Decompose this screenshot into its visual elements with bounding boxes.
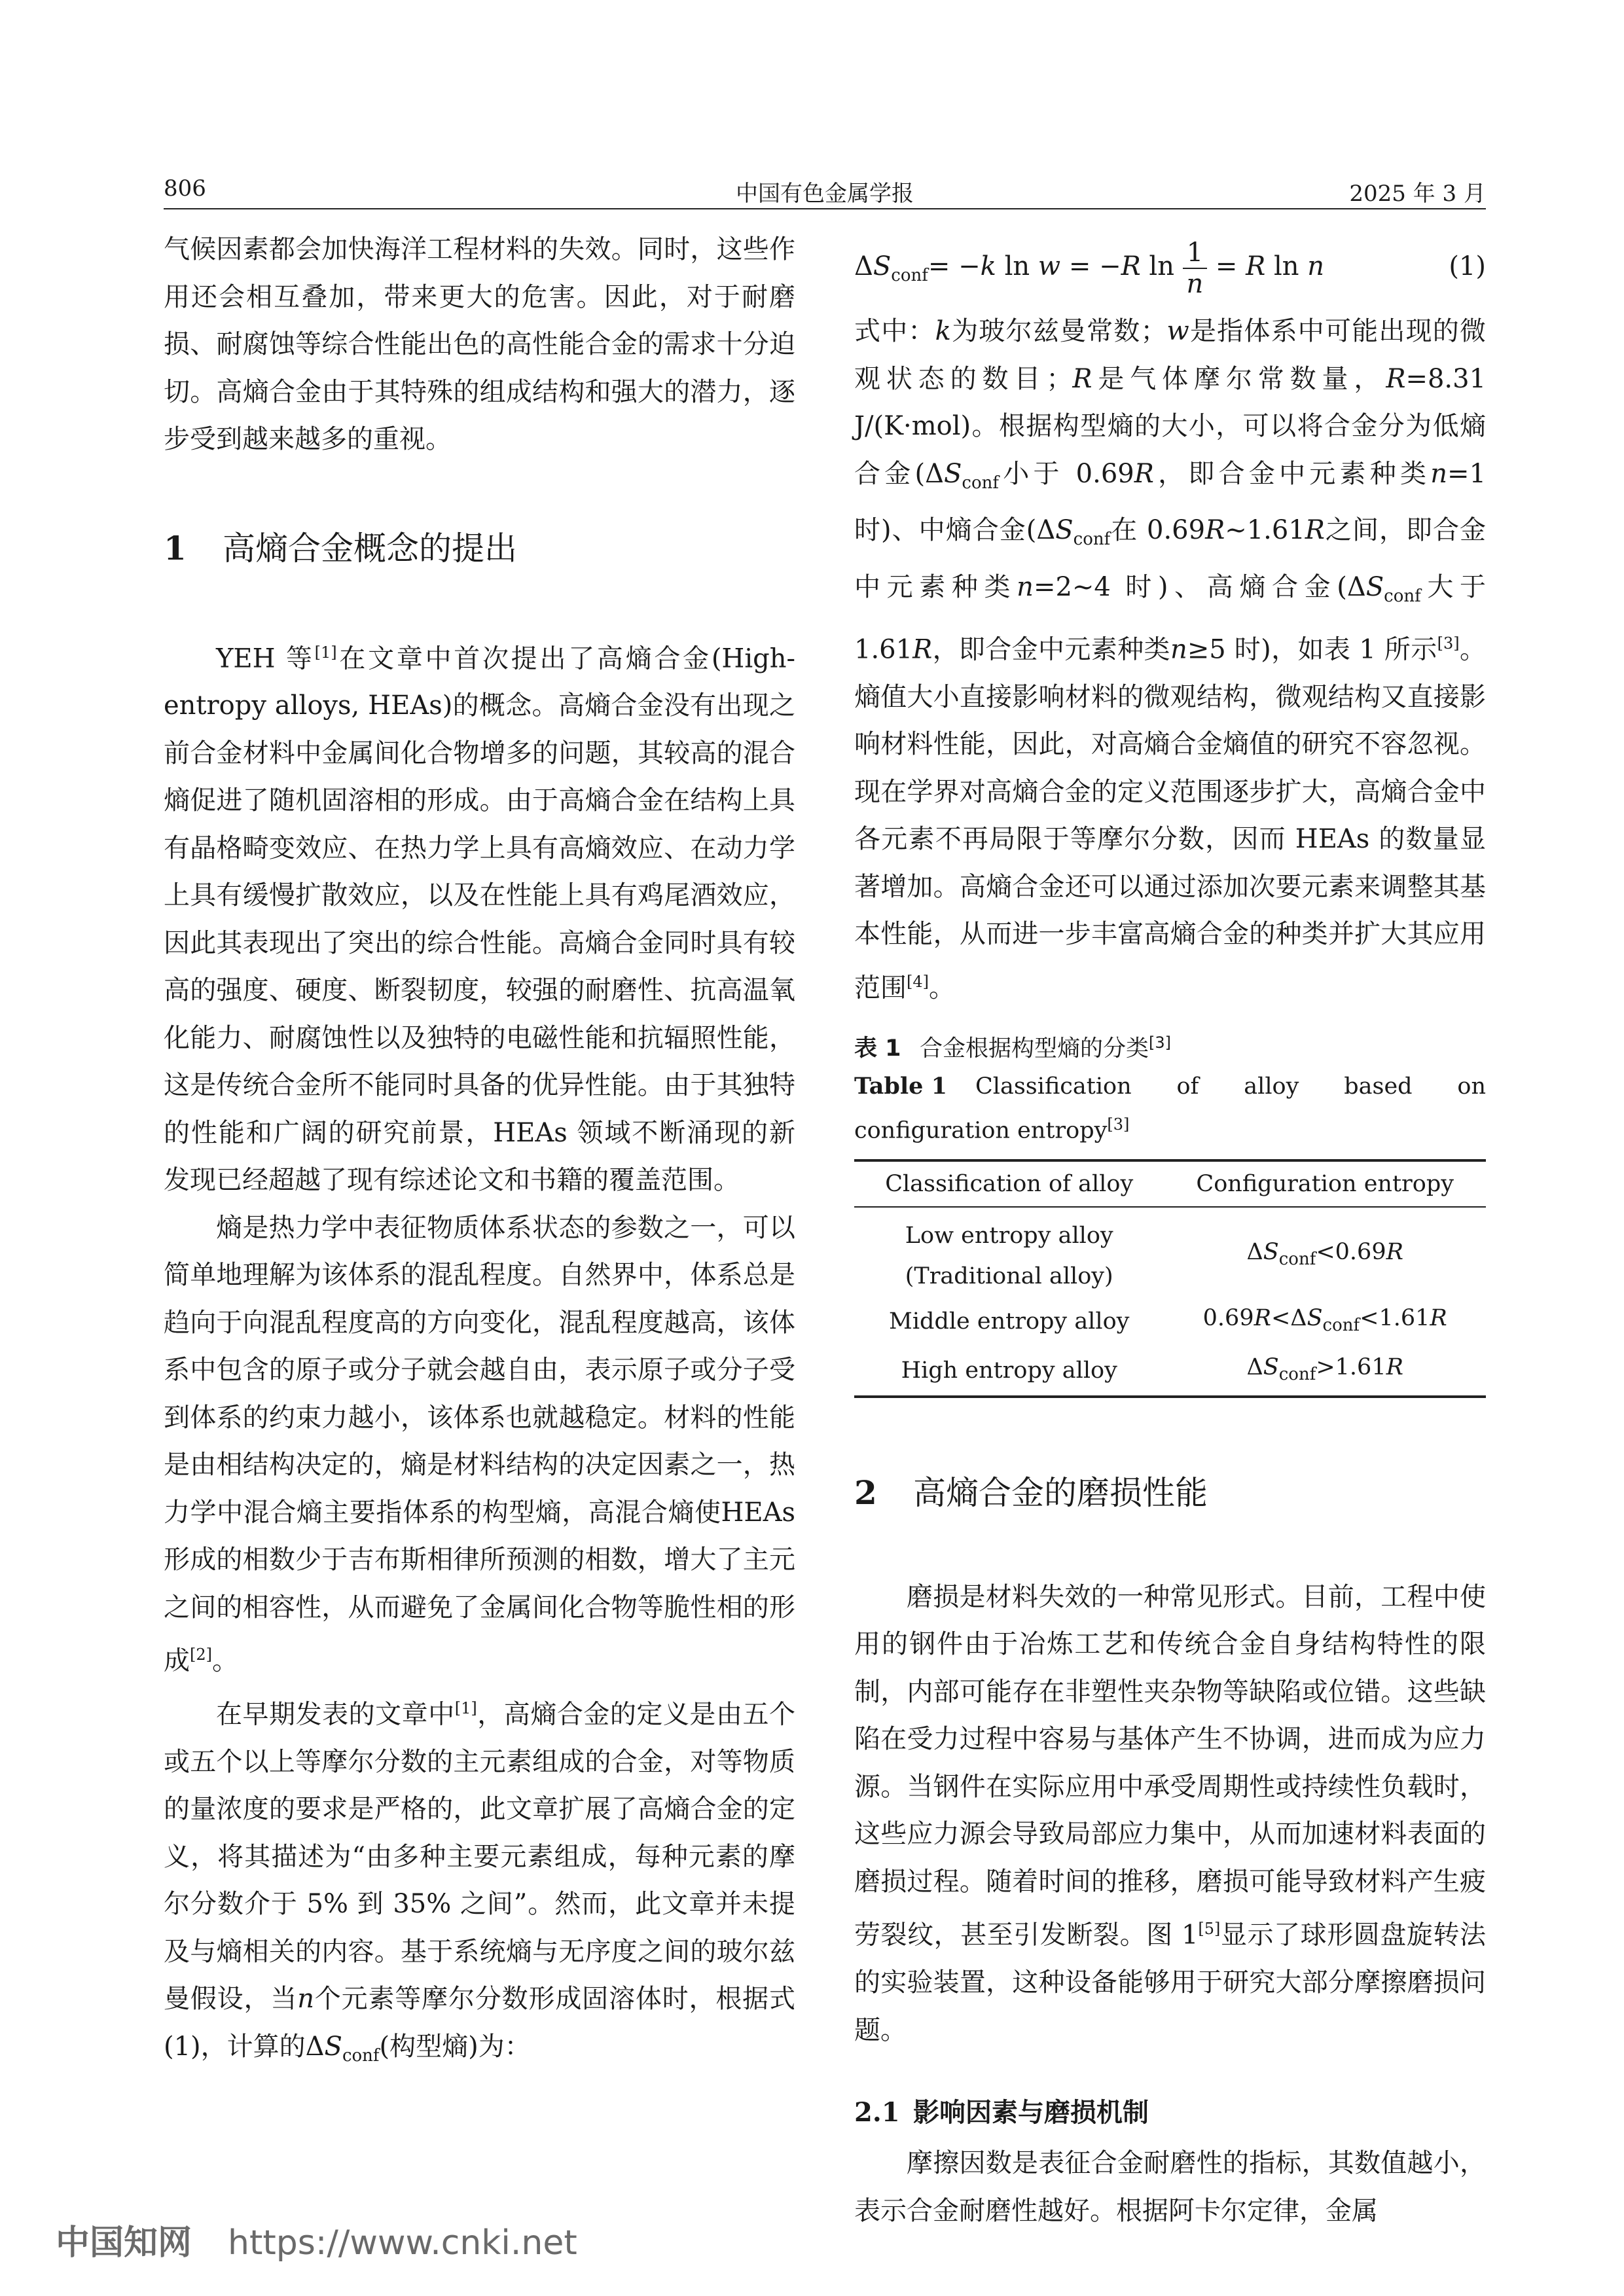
paragraph-heas-concept: YEH 等[1]在文章中首次提出了高熵合金(High-entropy alloys, HEAs)的概念。高熵合金没有出现之前合金材料中金属间化合物增多的问题，其较高的混合熵促进了随机固溶相的形成。由于高熵合金在结构上具有晶格畸变效应、在热力学上具有高熵效应、在动力学上具有缓慢扩散效应，以及在性能上具有鸡尾酒效应，因此其表现出了突出的综合性能。高熵合金同时具有较高的强度、硬度、断裂韧度，较强的耐磨性、抗高温氧化能力、耐腐蚀性以及独特的电磁性能和抗辐照性能，这是传统合金所不能同时具备的优异性能。由于其独特的性能和广阔的研究前景，HEAs 领域不断涌现的新发现已经超越了现有综述论文和书籍的覆盖范围。 [164, 643, 795, 1196]
table-caption-zh: 表 1 合金根据构型熵的分类[3] [854, 1024, 1486, 1068]
citation-ref[interactable]: [4] [907, 972, 929, 991]
citation-ref[interactable]: [5] [1198, 1920, 1221, 1939]
table-cell: Low entropy alloy (Traditional alloy) [905, 1222, 1113, 1289]
table-cell: $\Delta S_{conf}>1.61R$ [1246, 1354, 1403, 1384]
table-label: 表 1 [854, 1035, 901, 1062]
citation-ref[interactable]: [3] [1149, 1033, 1172, 1052]
section-number: 2 [854, 1473, 877, 1512]
citation-ref[interactable]: [1] [454, 1699, 477, 1718]
watermark-footer [56, 2215, 577, 2264]
table-header-row [854, 1160, 1486, 1207]
column-header: Classification of alloy [885, 1170, 1134, 1197]
citation-ref[interactable]: [2] [190, 1645, 212, 1664]
left-column [164, 226, 795, 2079]
paragraph-wear: 磨损是材料失效的一种常见形式。目前，工程中使用的钢件由于冶炼工艺和传统合金自身结构特性的限制，内部可能存在非塑性夹杂物等缺陷或位错。这些缺陷在受力过程中容易与基体产生不协调，进而成为应力源。当钢件在实际应用中承受周期性或持续性负载时，这些应力源会导致局部应力集中，从而加速材料表面的磨损过程。随着时间的推移，磨损可能导致材料产生疲劳裂纹，甚至引发断裂。图 1[5]显示了球形圆盘旋转法的实验装置，这种设备能够用于研究大部分摩擦磨损问题。 [854, 1581, 1486, 2045]
table-row [854, 1297, 1486, 1346]
intro-paragraph: 气候因素都会加快海洋工程材料的失效。同时，这些作用还会相互叠加，带来更大的危害。因此，对于耐磨损、耐腐蚀等综合性能出色的高性能合金的需求十分迫切。高熵合金由于其特殊的组成结构和强大的潜力，逐步受到越来越多的重视。 [164, 234, 795, 454]
table-row [854, 1346, 1486, 1397]
running-header [164, 171, 1486, 209]
paragraph-equation-description: 式中：k为玻尔兹曼常数；w是指体系中可能出现的微观状态的数目；R是气体摩尔常数量，R=8.31 J/(K·mol)。根据构型熵的大小，可以将合金分为低熵合金($\Delta S_{conf}$小于 0.69R，即合金中元素种类n=1 时)、中熵合金($\Delta S_{conf}$在 0.69R~1.61R之间，即合金中元素种类n=2~4 时)、高熵合金($\Delta S_{conf}$大于 1.61R，即合金中元素种类n≥5 时)，如表 1 所示[3]。熵值大小直接影响材料的微观结构，微观结构又直接影响材料性能，因此，对高熵合金熵值的研究不容忽视。现在学界对高熵合金的定义范围逐步扩大，高熵合金中各元素不再局限于等摩尔分数，因而 HEAs 的数量显著增加。高熵合金还可以通过添加次要元素来调整其基本性能，从而进一步丰富高熵合金的种类并扩大其应用范围[4]。 [854, 316, 1487, 1003]
paragraph-definition: 在早期发表的文章中[1]，高熵合金的定义是由五个或五个以上等摩尔分数的主元素组成的合金，对等物质的量浓度的要求是严格的，此文章扩展了高熵合金的定义，将其描述为“由多种主要元素组成，每种元素的摩尔分数介于 5% 到 35% 之间”。然而，此文章并未提及与熵相关的内容。基于系统熵与无序度之间的玻尔兹曼假设，当n个元素等摩尔分数形成固溶体时，根据式(1)，计算的$\Delta S_{conf}$(构型熵)为： [164, 1699, 796, 2066]
issue-date: 2025 年 3 月 [1349, 181, 1486, 207]
table-cell: $0.69R<\Delta S_{conf}<1.61R$ [1202, 1304, 1447, 1335]
right-column [854, 226, 1486, 2234]
cnki-url[interactable]: https://www.cnki.net [228, 2223, 577, 2263]
paragraph-friction: 摩擦因数是表征合金耐磨性的指标，其数值越小，表示合金耐磨性越好。根据阿卡尔定律，金属 [854, 2148, 1486, 2226]
subsection-title: 影响因素与磨损机制 [913, 2098, 1149, 2128]
section-2-heading [854, 1470, 1486, 1516]
equation-number: (1) [1449, 251, 1486, 281]
table-cell: Middle entropy alloy [889, 1308, 1130, 1335]
table-cell: $\Delta S_{conf}<0.69R$ [1246, 1239, 1403, 1270]
table-label: Table 1 [854, 1073, 947, 1100]
page-number: 806 [164, 175, 206, 202]
table-caption-en: Table 1 Classification of alloy based on configuration entropy[3] [854, 1067, 1486, 1150]
cnki-logo: 中国知网 [56, 2223, 192, 2263]
citation-ref[interactable]: [1] [314, 643, 337, 662]
journal-title: 中国有色金属学报 [736, 181, 914, 207]
classification-table [854, 1159, 1486, 1398]
table-row [854, 1207, 1486, 1297]
subsection-2-1-heading [854, 2090, 1486, 2136]
equation-1: $\Delta S_{conf}= -k$ ln w = −R ln $\frac{1}{n}$ = R ln n (1) [854, 226, 1486, 308]
fraction: $\frac{1}{n}$ [1183, 238, 1207, 299]
citation-ref[interactable]: [3] [1437, 634, 1460, 653]
section-1-heading [164, 526, 795, 571]
subsection-number: 2.1 [854, 2097, 900, 2128]
table-cell: High entropy alloy [901, 1357, 1117, 1384]
section-title: 高熵合金概念的提出 [223, 529, 517, 567]
column-header: Configuration entropy [1196, 1170, 1454, 1197]
section-number: 1 [164, 528, 187, 567]
section-title: 高熵合金的磨损性能 [913, 1473, 1208, 1512]
paragraph-entropy: 熵是热力学中表征物质体系状态的参数之一，可以简单地理解为该体系的混乱程度。自然界中，体系总是趋向于向混乱程度高的方向变化，混乱程度越高，该体系中包含的原子或分子就会越自由，表示原子或分子受到体系的约束力越小，该体系也就越稳定。材料的性能是由相结构决定的，熵是材料结构的决定因素之一，热力学中混合熵主要指体系的构型熵，高混合熵使HEAs形成的相数少于吉布斯相律所预测的相数，增大了主元之间的相容性，从而避免了金属间化合物等脆性相的形成[2]。 [164, 1212, 795, 1676]
citation-ref[interactable]: [3] [1107, 1115, 1130, 1134]
